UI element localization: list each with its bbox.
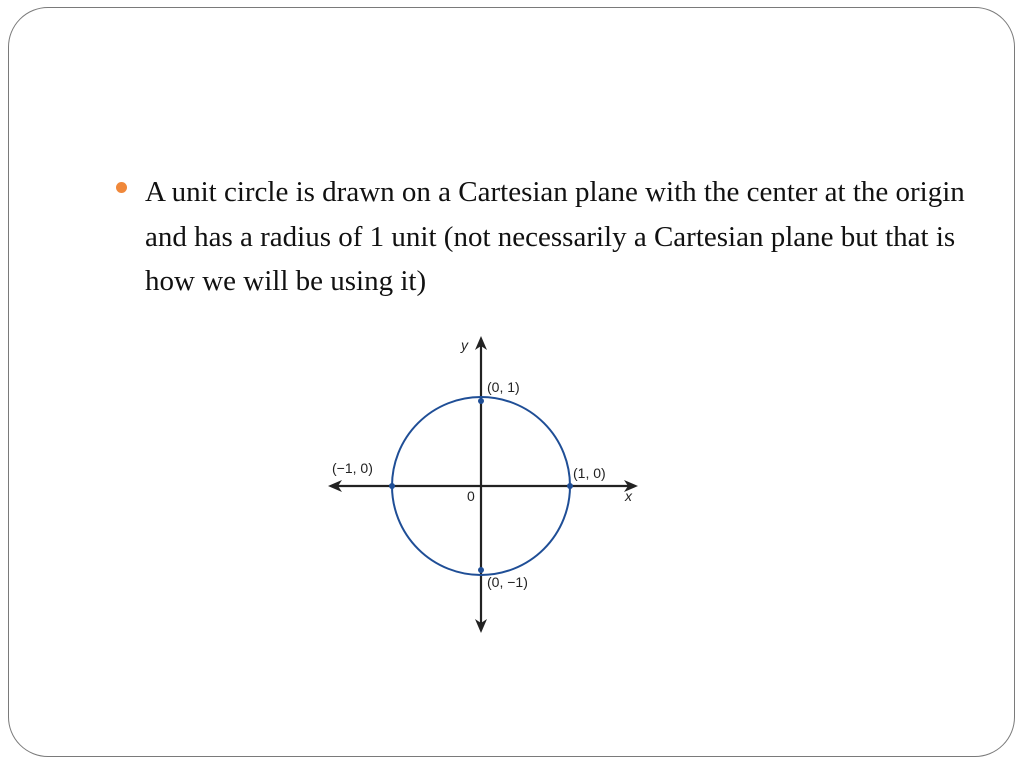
point-right	[567, 483, 573, 489]
bullet-text: A unit circle is drawn on a Cartesian plane with the center at the origin and has a radius of 1 unit (not necessarily a Cartesian plane but that is how we will be using it)	[145, 176, 965, 297]
point-left	[389, 483, 395, 489]
point-label-left: (−1, 0)	[332, 460, 373, 476]
point-label-top: (0, 1)	[487, 379, 520, 395]
unit-circle-svg	[320, 330, 650, 640]
x-axis-label: x	[625, 488, 632, 504]
bullet-dot-icon	[116, 182, 127, 193]
point-bottom	[478, 567, 484, 573]
y-axis-label: y	[461, 337, 468, 353]
point-label-right: (1, 0)	[573, 465, 606, 481]
origin-label: 0	[467, 488, 475, 504]
unit-circle-diagram	[320, 330, 650, 640]
point-top	[478, 398, 484, 404]
point-label-bottom: (0, −1)	[487, 574, 528, 590]
